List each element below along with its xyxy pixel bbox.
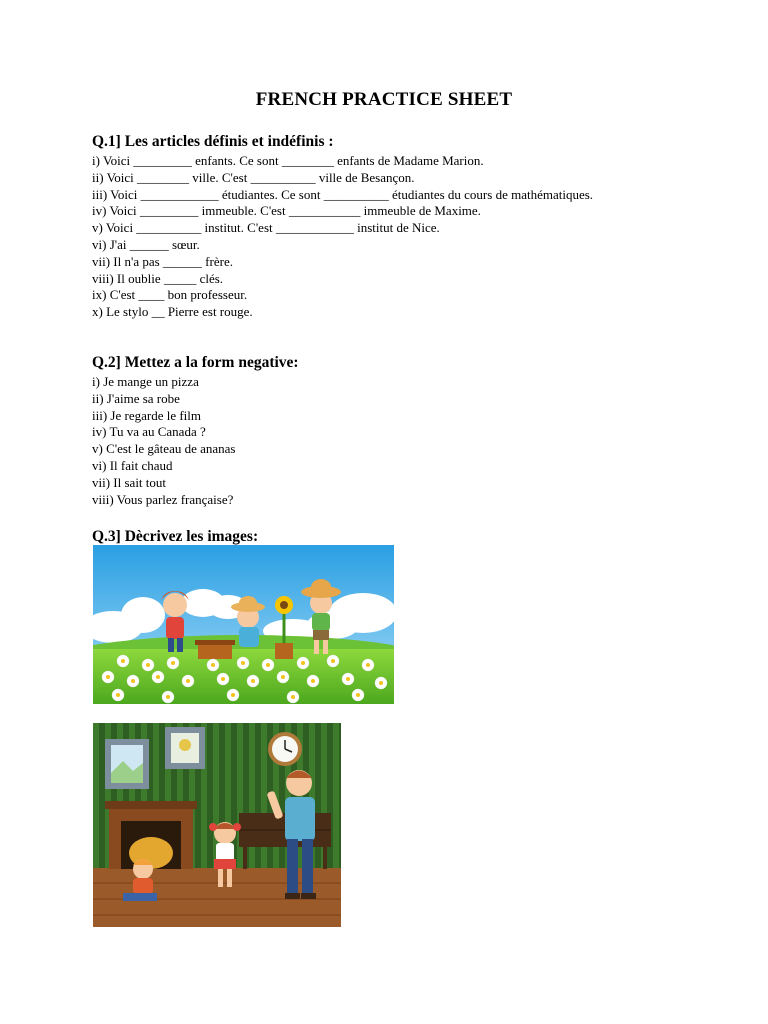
question-2-item: iii) Je regarde le film [92, 407, 202, 423]
question-1 [92, 132, 612, 321]
question-1-item: vii) Il n'a pas ______ frère. [92, 253, 233, 269]
page-title: FRENCH PRACTICE SHEET [255, 89, 513, 110]
question-1-item: iv) Voici _________ immeuble. C'est ___________ immeuble de Maxime. [92, 203, 481, 219]
question-2-heading: Q.2] Mettez a la form negative: [92, 354, 299, 371]
question-2-item: vi) Il fait chaud [92, 457, 173, 473]
question-1-item: ix) C'est ____ bon professeur. [92, 287, 248, 303]
question-3-heading: Q.3] Dècrivez les images: [92, 528, 259, 545]
question-1-item: ii) Voici ________ ville. C'est __________ ville de Besançon. [92, 169, 415, 185]
question-1-item: v) Voici __________ institut. C'est ____________ institut de Nice. [92, 220, 440, 236]
question-1-item: x) Le stylo __ Pierre est rouge. [92, 304, 253, 320]
question-2-item: vii) Il sait tout [92, 474, 167, 490]
garden-illustration [93, 545, 394, 704]
living-room-illustration [93, 723, 341, 927]
question-1-item: i) Voici _________ enfants. Ce sont ________ enfants de Madame Marion. [92, 153, 484, 168]
question-1-item: iii) Voici ____________ étudiantes. Ce sont __________ étudiantes du cours de mathématiques. [92, 186, 594, 202]
question-2 [92, 353, 612, 508]
question-1-item: vi) J'ai ______ sœur. [92, 236, 200, 252]
question-2-item: ii) J'aime sa robe [92, 390, 180, 406]
question-2-item: viii) Vous parlez française? [92, 491, 234, 507]
question-2-item: iv) Tu va au Canada ? [92, 424, 206, 440]
question-1-item: viii) Il oublie _____ clés. [92, 270, 224, 286]
question-1-heading: Q.1] Les articles définis et indéfinis : [92, 133, 334, 150]
question-2-item: v) C'est le gâteau de ananas [92, 441, 236, 457]
question-2-item: i) Je mange un pizza [92, 374, 199, 389]
